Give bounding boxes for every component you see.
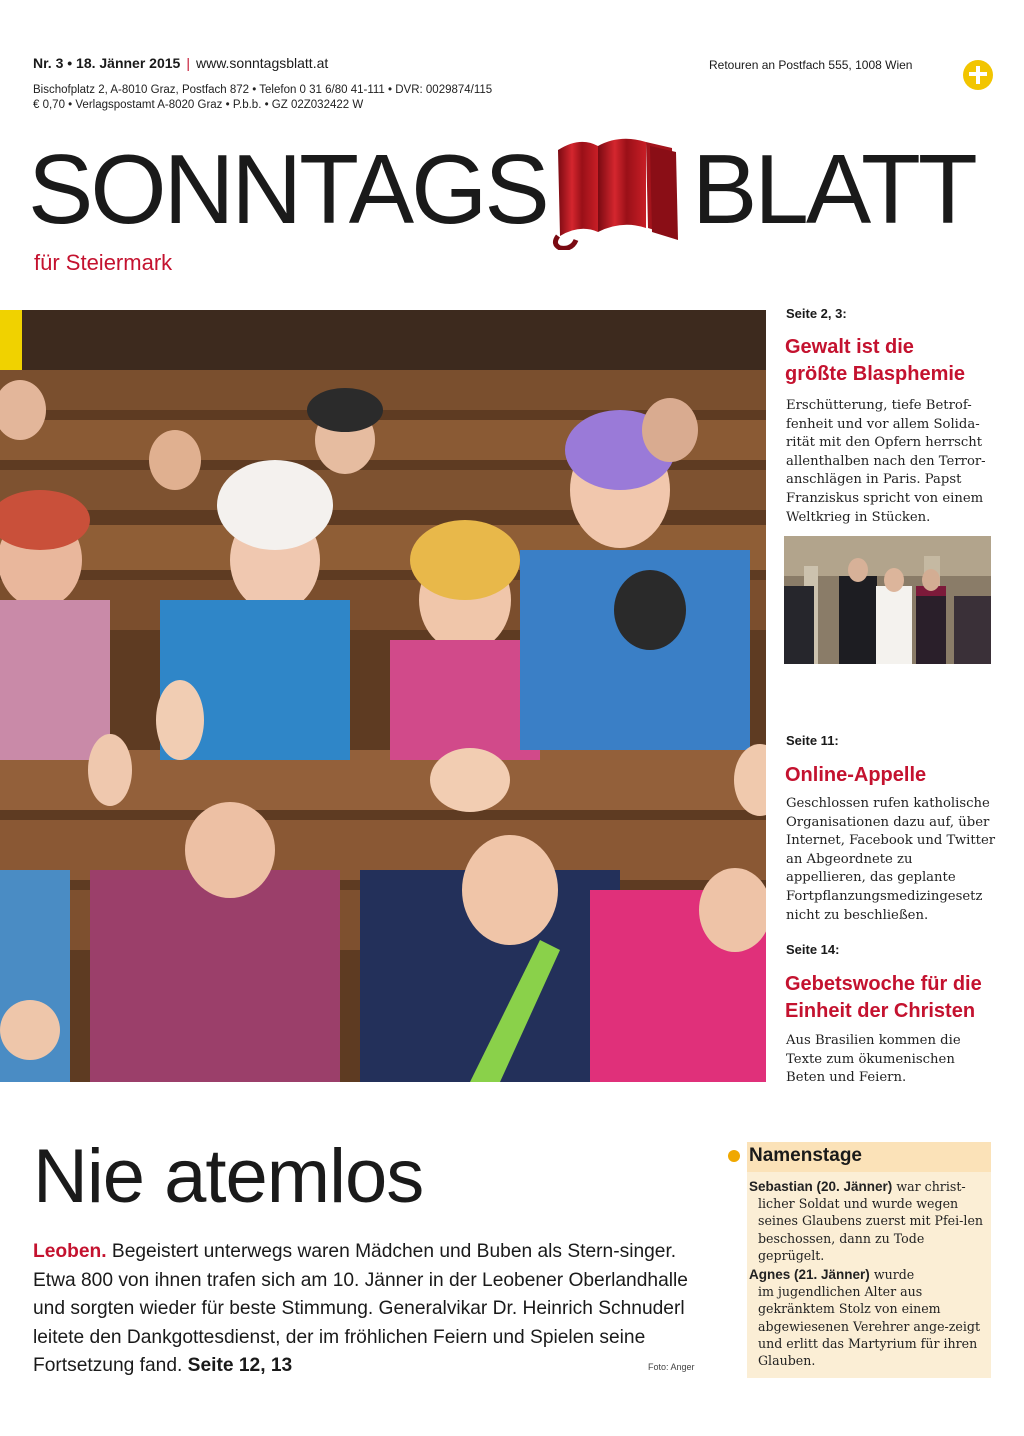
- entry-1-rest: licher Soldat und wurde wegen seines Glaubens zuerst mit Pfei-len beschossen, dann zu Tode geprügelt.: [758, 1196, 984, 1263]
- yellow-edge-marker: [0, 310, 22, 370]
- pope-photo: [784, 536, 991, 664]
- bullet-icon: [728, 1150, 740, 1162]
- website-link[interactable]: www.sonntagsblatt.at: [195, 55, 329, 71]
- entry-1-name: Sebastian (20. Jänner): [749, 1179, 893, 1194]
- sidebar-body-3: Aus Brasilien kommen die Texte zum ökumenischen Beten und Feiern.: [786, 1033, 961, 1086]
- entry-2-first-words: wurde: [873, 1267, 915, 1282]
- sidebar-page-ref-2: Seite 11:: [786, 733, 839, 748]
- entry-2-rest: im jugendlichen Alter aus gekränktem Stolz von einem abgewiesenen Verehrer ange-zeigt und erlitt das Martyrium für ihren Glauben.: [758, 1284, 981, 1369]
- sidebar-body-2: Geschlossen rufen katholische Organisationen dazu auf, über Internet, Facebook und Twitter an Abgeordnete zu appellieren, das geplante Fortpflanzungsmedizingesetz nicht zu beschließen.: [786, 796, 996, 923]
- sidebar-heading-2[interactable]: Online-Appelle: [785, 764, 927, 786]
- entry-1-first-words: war christ-: [896, 1179, 966, 1194]
- sidebar-heading-1[interactable]: [785, 334, 1015, 388]
- cross-logo-icon: [963, 60, 993, 90]
- issue-line: [33, 55, 328, 71]
- postal-info: € 0,70 • Verlagspostamt A-8020 Graz • P.b.b. • GZ 02Z032422 W: [33, 99, 364, 111]
- entry-1-first-line: [749, 1178, 989, 1195]
- photo-credit: Foto: Anger: [648, 1362, 695, 1372]
- entry-2-name: Agnes (21. Jänner): [749, 1267, 870, 1282]
- sidebar-body-1: Erschütterung, tiefe Betrof-fenheit und vor allem Solida-rität mit den Opfern herrscht allenthalben nach den Terror-anschlägen in Paris. Papst Franziskus spricht von einem Weltkrieg in Stücken.: [786, 398, 986, 525]
- entry-2-first-line: [749, 1266, 989, 1283]
- sidebar-heading-3[interactable]: [785, 971, 1015, 1025]
- namenstage-entry-1: [749, 1178, 989, 1264]
- publisher-address: Bischofplatz 2, A-8010 Graz, Postfach 872 • Telefon 0 31 6/80 41-111 • DVR: 0029874/115: [33, 84, 493, 96]
- masthead-blatt: BLATT: [692, 134, 975, 244]
- returns-address: Retouren an Postfach 555, 1008 Wien: [709, 58, 913, 72]
- main-headline: Nie atemlos: [33, 1134, 424, 1219]
- sidebar-heading-1-line1: Gewalt ist die: [785, 336, 914, 358]
- lead-text: Begeistert unterwegs waren Mädchen und Buben als Stern-singer. Etwa 800 von ihnen trafen sich am 10. Jänner in der Leobener Oberlandhalle und sorgten wieder für beste Stimmung. Generalvikar Dr. Heinrich Schnuderl leitete den Dankgottesdienst, der im fröhlichen Feiern und Spielen seine Fortsetzung fand.: [33, 1241, 688, 1377]
- sidebar-heading-3-line1: Gebetswoche für die: [785, 973, 982, 995]
- namenstage-entry-2: [749, 1266, 989, 1369]
- issue-number-date: Nr. 3 • 18. Jänner 2015: [33, 55, 181, 71]
- masthead-sonntags: SONNTAGS: [28, 134, 547, 244]
- main-lead: [33, 1238, 693, 1381]
- red-book-icon: [550, 132, 682, 250]
- header-separator: |: [186, 55, 190, 71]
- namenstage-title: Namenstage: [749, 1145, 862, 1166]
- sidebar-page-ref-1: Seite 2, 3:: [786, 306, 847, 321]
- sidebar-page-ref-3: Seite 14:: [786, 942, 840, 957]
- masthead-subtitle: für Steiermark: [34, 250, 173, 275]
- sidebar-heading-1-line2: größte Blasphemie: [785, 363, 966, 385]
- lead-place: Leoben.: [33, 1241, 107, 1262]
- lead-page-ref[interactable]: Seite 12, 13: [187, 1355, 293, 1377]
- main-photo: [0, 310, 766, 1082]
- sidebar-heading-3-line2: Einheit der Christen: [785, 1000, 976, 1022]
